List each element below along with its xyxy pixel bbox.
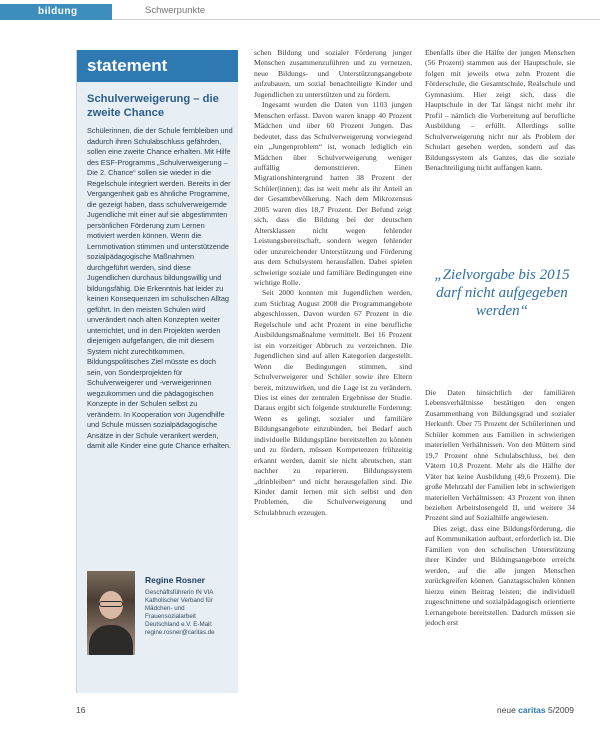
- author-block: [87, 571, 231, 671]
- pull-quote: „Zielvorgabe bis 2015 darf nicht aufgegeben werden“: [434, 267, 570, 319]
- statement-box: [76, 50, 238, 693]
- article-column-3-bottom: [425, 388, 575, 696]
- magazine-prefix: neue: [496, 705, 516, 715]
- author-name: Regine Rosner: [145, 575, 205, 585]
- paragraph: schen Bildung und sozialer Förderung junger Menschen zusammenzuführen und zu vernetzen, neue Bildungs- und Unterstützungsangebote aufzubauen, um sozial benachteiligte Kinder und Jugendlichen zu unterstützen und zu fördern.: [254, 48, 412, 99]
- paragraph: Die Daten hinsichtlich der familiären Lebensverhältnisse bestätigen den engen Zusammenhang von Bildungsgrad und sozialer Herkunft. Über 75 Prozent der Schülerinnen und Schüler kommen aus Familien in schwierigen materiellen Verhältnissen. Von den Müttern sind 19,7 Prozent ohne Schulabschluss, bei den Vätern 10,8 Prozent. Mehr als die Hälfte der Väter hat keine Ausbildung (49,6 Prozent). Die große Mehrzahl der Familien lebt in schwierigen materiellen Verhältnissen: 43 Prozent von ihnen beziehen Arbeitslosengeld II, und weitere 34 Prozent sind auf Sozialhilfe angewiesen.: [425, 388, 575, 523]
- author-photo: [87, 571, 135, 655]
- paragraph: Ebenfalls über die Hälfte der jungen Menschen (56 Prozent) stammen aus der Hauptschule, sie folgen mit jeweils etwa zehn Prozent die Förderschule, die Gesamtschule, Realschule und Gymnasium. Hier zeigt sich, dass die Hauptschule in der Tat längst nicht mehr ihr Profil – nämlich die Vorbereitung auf berufliche Ausbildung – erfüllt. Allerdings sollte Schulverweigerung nicht nur als Problem der Schulart gesehen werden, sondern auf das Bildungssystem als Ganzes, das die soziale Benachteiligung nicht auffangen kann.: [425, 48, 575, 172]
- magazine-name: caritas: [518, 705, 546, 715]
- header-rule: [112, 19, 600, 20]
- section-tag: bildung: [0, 4, 112, 20]
- magazine-issue: 5/2009: [548, 705, 574, 715]
- page-footer: [0, 703, 600, 737]
- page-number: 16: [76, 705, 86, 715]
- paragraph: Seit 2000 konnten mit Jugendlichen werden, zum Stichtag August 2008 die Programmangebote abgeschlossen. Davon wurden 67 Prozent in die Regelschule und acht Prozent in eine berufliche Ausbildungsmaßnahme vermittelt. Bei 16 Prozent ist ein vorzeitiger Abbruch zu verzeichnen. Die Jugendlichen sind auf allen Kategorien dargestellt. Wenn die Bedingungen stimmen, sind Schulverweigerer und Schüler sowie ihre Eltern bereit, mitzuwirken, und die Lage ist zu verändern. Dies ist eines der zentralen Ergebnisse der Studie. Daraus ergibt sich folgende strukturelle Forderung: Wenn es gelingt, sozialer und familiäre Bildungsangebote einzubinden, bei Bedarf auch individuelle Bildungspläne bereitstellen zu können und zu fördern, müssen Kompetenzen frühzeitig erkannt werden, damit sie nicht abrutschen, statt nachher zu reparieren. Bildungssystem „drinbleiben“ und nicht herausgefallen sind. Die Kinder damit lernen mit sich selbst und den Problemen, die Schulverweigerung und Schulabbruch erzeugen.: [254, 288, 412, 517]
- section-rubric: Schwerpunkte: [145, 5, 206, 16]
- statement-title: Schulverweigerung – die zweite Chance: [87, 93, 219, 119]
- paragraph: Dies zeigt, dass eine Bildungsförderung, die auf Kommunikation aufbaut, erforderlich ist. Die Familien von den schulischen Unterstützung ihrer Kinder und Bildungsangebote erreicht werden, auf die alle jungen Menschen zurückgreifen können. Ganztagsschulen können hierzu einen Beitrag leisten; die individuell zugeschnittene und sozialpädagogisch orientierte Lernangebote bereitstellen. Dadurch müssen sie jedoch erst: [425, 523, 575, 627]
- paragraph: Ingesamt wurden die Daten von 1103 jungen Menschen erfasst. Davon waren knapp 40 Prozent Mädchen und über 60 Prozent Jungen. Das bedeutet, dass das Schulverweigerung vorwiegend ein „Jungenproblem“ ist, wonach lediglich ein Mädchen über Schulverweigerung weniger auffällig demonstrieren. Einen Migrationshintergrund hatten 38 Prozent der Schüler(innen); das ist weit mehr als ihr Anteil an der Gesamtbevölkerung. Nach dem Mikrozensus 2005 waren dies 18,7 Prozent. Der Befund zeigt sich, dass die Bildung bei der deutschen Altersklassen nicht wegen fehlender Leistungsbereitschaft, sondern wegen fehlender oder unzureichender Unterstützung und Förderung aus dem Schulsystem herausfallen. Dabei spielen schwierige soziale und familiäre Bedingungen eine wichtige Rolle.: [254, 100, 412, 287]
- statement-body: Schülerinnen, die der Schule fernbleiben und dadurch ihren Schulabschluss gefährden, sollen eine zweite Chance erhalten. Mit Hilfe des ESF-Programms „Schulverweigerung – Die 2. Chance“ sollen sie wieder in die Regelschule integriert werden. Bereits in der Vergangenheit gab es ähnliche Programme, die gezeigt haben, dass schulverweigernde Jugendliche mit einer auf sie abgestimmten persönlichen Förderung zum Lernen motiviert werden können. Wenn die Lernmotivation stimmen und unterstützende sozialpädagogische Maßnahmen durchgeführt werden, sind diese Jugendlichen durchaus bildungswillig und bildungsfähig. Die Erkenntnis hat leider zu keinen Konsequenzen im schulischen Alltag geführt. In den meisten Schulen wird unverändert nach alten Konzepten weiter unterrichtet, und in den Projekten werden diejenigen aufgefangen, die mit diesem System nicht zurechtkommen. Bildungspolitisches Ziel müsste es doch sein, von Sonderprojekten für Schulverweigerer und -verweigerinnen wegzukommen und die pädagogischen Konzepte in der Schulen selbst zu verändern. In Kooperation von Jugendhilfe und Schule müssen sozialpädagogische Ansätze in der Schule verankert werden, damit alle Kinder eine gute Chance erhalten.: [87, 126, 233, 450]
- magazine-credit: [497, 705, 574, 715]
- article-column-3-top: [425, 48, 575, 240]
- statement-label: statement: [77, 50, 238, 82]
- article-column-2: [254, 48, 412, 696]
- page-header: [0, 0, 600, 22]
- author-role: Geschäftsführerin IN VIA Katholischer Verband für Mädchen- und Frauensozialarbeit Deutschland e.V. E-Mail: regine.rosner@caritas.de: [145, 589, 215, 636]
